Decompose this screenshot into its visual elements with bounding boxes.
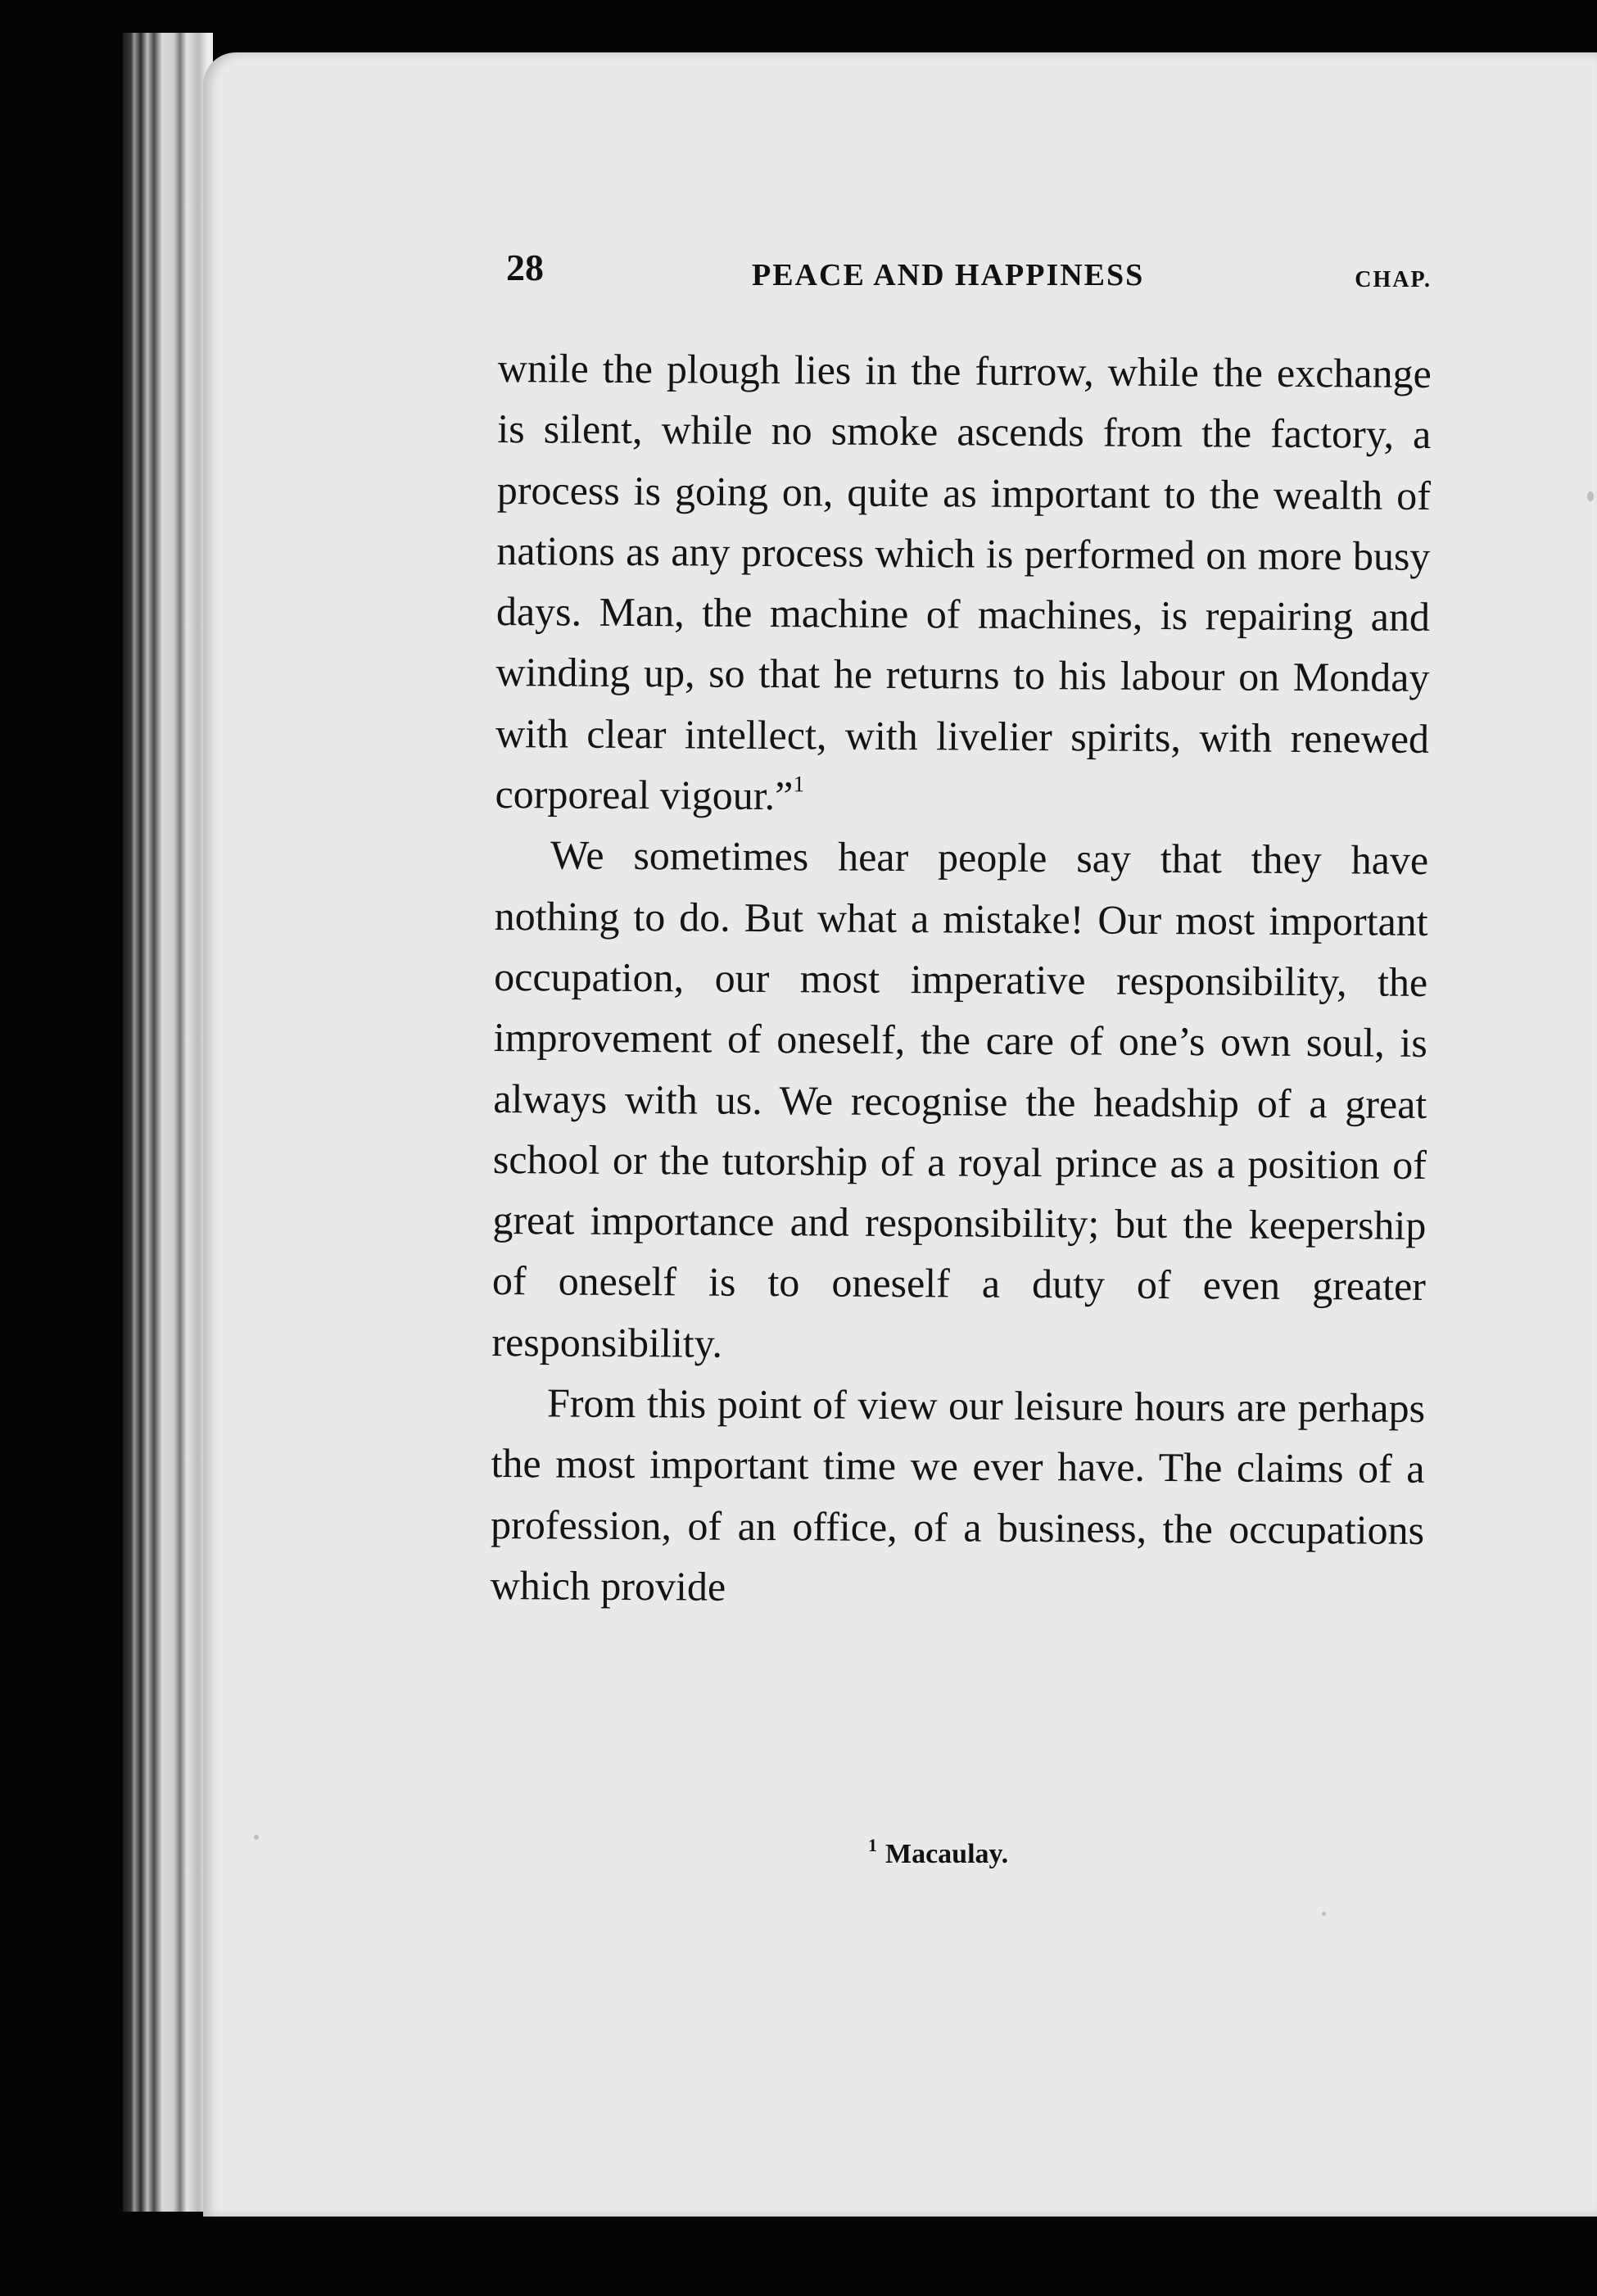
page-header xyxy=(506,246,1432,295)
dust-speck xyxy=(1587,491,1594,501)
footnote xyxy=(868,1835,1008,1870)
paragraph xyxy=(491,824,1428,1378)
dust-speck xyxy=(254,1835,259,1840)
footnote-reference: 1 xyxy=(793,772,805,798)
paragraph-text: wnile the plough lies in the furrow, while the exchange is silent, while no smoke ascends from the factory, a process is going on, quite as important to the wealth of nations as any process which is performed on more busy days. Man, the machine of machines, is repairing and winding up, so that he returns to his labour on Monday with clear intellect, with livelier spirits, with renewed corporeal vigour.” xyxy=(495,344,1432,819)
running-head: PEACE AND HAPPINESS xyxy=(752,258,1145,292)
paragraph-text: From this point of view our leisure hours are perhaps the most important time we ever have. The claims of a profession, of an office, of a business, the occupations which provide xyxy=(490,1379,1426,1610)
book-binding-edge xyxy=(123,33,213,2212)
paragraph-text: We sometimes hear people say that they have nothing to do. But what a mistake! Our most important occupation, our most imperative responsibility, the improvement of oneself, the care of one’s own soul, is always with us. We recognise the headship of a great school or the tutorship of a royal prince as a position of great importance and responsibility; but the keepership of oneself is to oneself a duty of even greater responsibility. xyxy=(491,831,1429,1366)
footnote-marker: 1 xyxy=(868,1835,877,1855)
dust-speck xyxy=(1322,1912,1326,1916)
paragraph xyxy=(490,1372,1425,1621)
page-number: 28 xyxy=(506,247,544,288)
paragraph-continued xyxy=(495,337,1432,830)
footnote-text: Macaulay. xyxy=(885,1839,1009,1869)
chapter-mark: CHAP. xyxy=(1355,267,1432,292)
body-text xyxy=(490,337,1432,1621)
